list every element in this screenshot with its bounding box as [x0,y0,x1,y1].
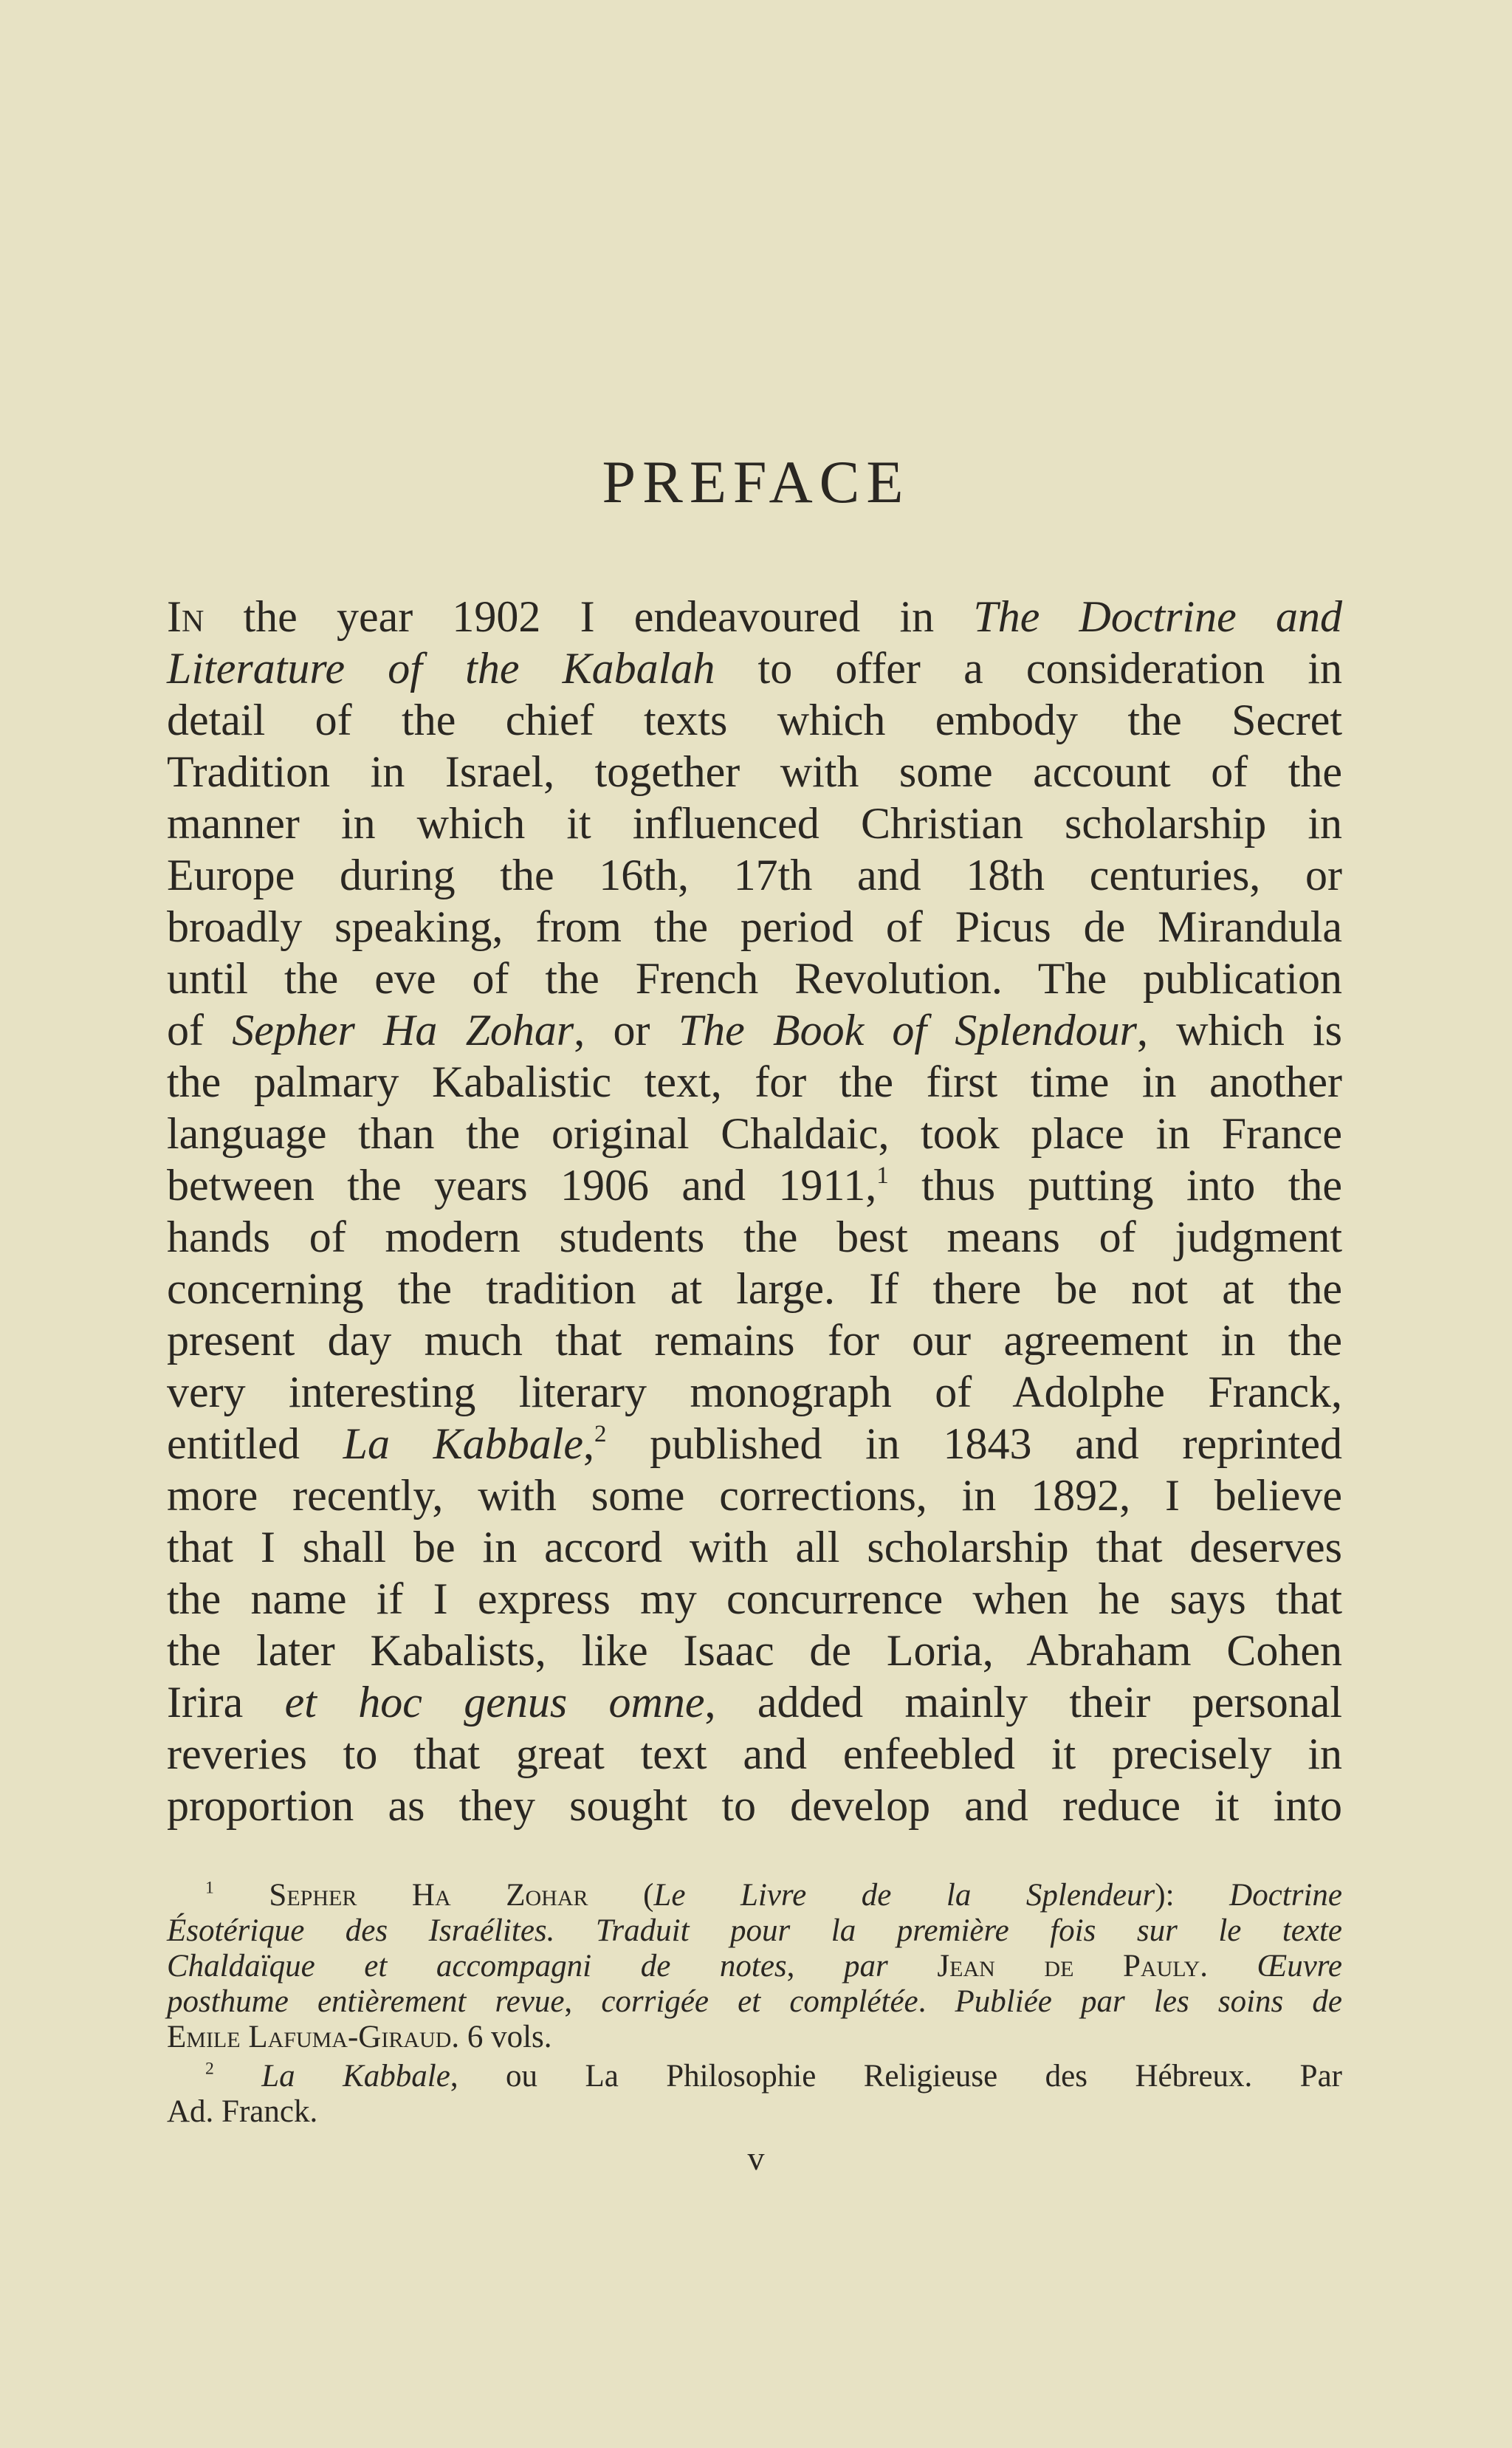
footnote-line: Emile Lafuma-Giraud. 6 vols. [167,2020,552,2054]
body-line: detail of the chief texts which embody the Secret [167,696,1342,744]
body-line: broadly speaking, from the period of Picus de Mirandula [167,902,1342,951]
footnote-line: Ad. Franck. [167,2094,318,2129]
body-line: hands of modern students the best means of judgment [167,1213,1342,1261]
footnote-line: Ésotérique des Israélites. Traduit pour la première fois sur le texte [167,1913,1342,1948]
body-line: Tradition in Israel, together with some account of the [167,747,1342,796]
body-line: In the year 1902 I endeavoured in The Doctrine and [167,592,1343,641]
footnote-1: $^1$ Sepher Ha Zohar (Le Livre de la Splendeur): Doctrine [205,1878,1342,1913]
body-line: concerning the tradition at large. If there be not at the [167,1264,1342,1313]
footnote-line: posthume entièrement revue, corrigée et complétée. Publiée par les soins de [167,1984,1342,2019]
body-line: Literature of the Kabalah to offer a consideration in [167,644,1342,693]
footnote-2: $^2$ La Kabbale, ou La Philosophie Religieuse des Hébreux. Par [205,2059,1342,2094]
body-line: very interesting literary monograph of Adolphe Franck, [167,1368,1342,1416]
page-title: PREFACE [602,448,910,515]
page-number: v [747,2139,765,2177]
body-line: language than the original Chaldaic, took place in France [167,1109,1342,1158]
body-line: of Sepher Ha Zohar, or The Book of Splendour, which is [167,1006,1343,1055]
body-line: that I shall be in accord with all scholarship that deserves [167,1523,1342,1571]
footnote-number: 1 [205,1878,214,1898]
body-line: Irira et hoc genus omne, added mainly their personal [167,1678,1342,1727]
body-line: manner in which it influenced Christian scholarship in [167,799,1342,848]
body-line: the palmary Kabalistic text, for the first time in another [167,1057,1342,1106]
body-line: until the eve of the French Revolution. The publication [167,954,1342,1003]
body-line: the name if I express my concurrence when he says that [167,1574,1342,1623]
body-line: reveries to that great text and enfeebled it precisely in [167,1729,1342,1778]
body-line: the later Kabalists, like Isaac de Loria, Abraham Cohen [167,1626,1342,1675]
body-line: more recently, with some corrections, in 1892, I believe [167,1471,1342,1520]
footnote-ref-2: 2 [594,1420,607,1447]
body-line: present day much that remains for our agreement in the [167,1316,1342,1365]
body-line: Europe during the 16th, 17th and 18th centuries, or [167,851,1342,899]
footnote-ref-1: 1 [876,1162,889,1189]
body-line: entitled La Kabbale,$^2$ published in 1843 and reprinted [167,1419,1342,1468]
footnote-line: Chaldaïque et accompagni de notes, par Jean de Pauly. Œuvre [167,1949,1343,1984]
footnote-number: 2 [205,2059,214,2079]
body-line: proportion as they sought to develop and reduce it into [167,1781,1342,1830]
body-line: between the years 1906 and 1911,$^1$ thus putting into the [167,1161,1342,1210]
